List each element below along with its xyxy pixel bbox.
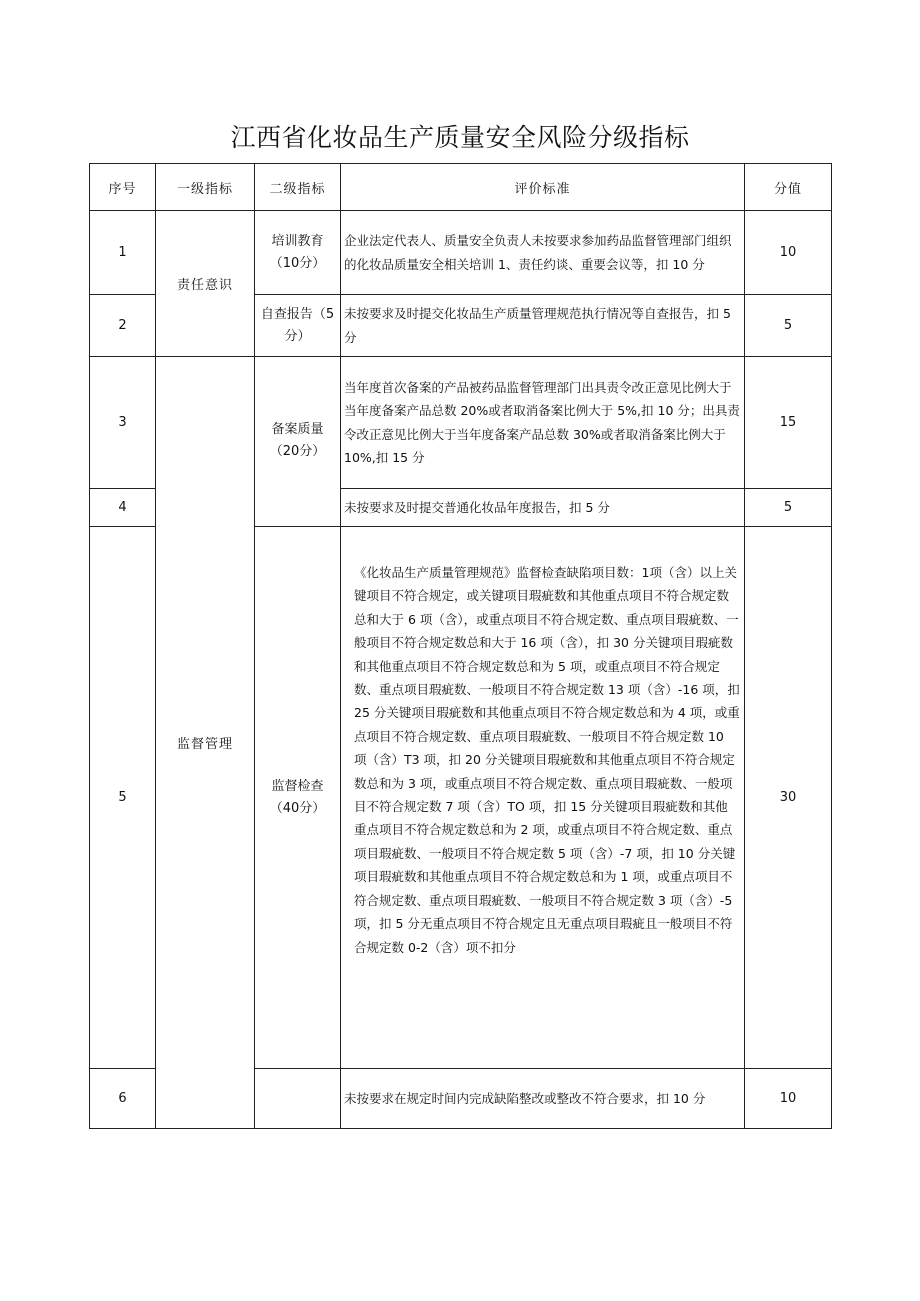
row-criteria: 未按要求及时提交普通化妆品年度报告，扣 5 分 — [341, 489, 745, 527]
row-criteria: 当年度首次备案的产品被药品监督管理部门出具责令改正意见比例大于当年度备案产品总数 20%或者取消备案比例大于 5%,扣 10 分；出具责令改正意见比例大于当年度备案产品总数 30%或者取消备案比例大于 10%,扣 15 分 — [341, 357, 745, 489]
row-level2 — [255, 211, 341, 295]
risk-index-table — [89, 163, 832, 1129]
level2-label: 培训教育（10分） — [269, 233, 326, 271]
page-title: 江西省化妆品生产质量安全风险分级指标 — [230, 123, 690, 152]
table-header-row — [90, 164, 832, 211]
row-level2 — [255, 357, 341, 527]
level2-label: 备案质量（20分） — [269, 422, 326, 459]
row-level2 — [255, 527, 341, 1069]
level2-label: 监督检查（40分） — [269, 778, 326, 816]
header-seq: 序号 — [90, 164, 156, 211]
row-score: 15 — [745, 357, 832, 489]
table-row — [90, 211, 832, 295]
row-seq: 3 — [90, 357, 156, 489]
header-level1: 一级指标 — [156, 164, 255, 211]
level1-supervision: 监督管理 — [156, 357, 255, 1129]
row-seq: 5 — [90, 527, 156, 1069]
row-criteria: 未按要求在规定时间内完成缺陷整改或整改不符合要求，扣 10 分 — [341, 1069, 745, 1129]
criteria-text: 《化妆品生产质量管理规范》监督检查缺陷项目数：1项（含）以上关键项目不符合规定，或关键项目瑕疵数和其他重点项目不符合规定数总和大于 6 项（含），或重点项目不符合规定数、重点项目瑕疵数、一般项目不符合规定数总和大于 16 项（含），扣 30 分关键项目瑕疵数和其他重点项目不符合规定数总和为 5 项，或重点项目不符合规定数、重点项目瑕疵数、一般项目不符合规定数 13 项（含）-16 项，扣 25 分关键项目瑕疵数和其他重点项目不符合规定数总和为 4 项，或重点项目不符合规定数、重点项目瑕疵数、一般项目不符合规定数 10 项（含）T3 项，扣 20 分关键项目瑕疵数和其他重点项目不符合规定数总和为 3 项，或重点项目不符合规定数、重点项目瑕疵数、一般项目不符合规定数 7 项（含）TO 项，扣 15 分关键项目瑕疵数和其他重点项目不符合规定数总和为 2 项，或重点项目不符合规定数、重点项目瑕疵数、一般项目不符合规定数 5 项（含）-7 项，扣 10 分关键项目瑕疵数和其他重点项目不符合规定数总和为 1 项，或重点项目不符合规定数、重点项目瑕疵数、一般项目不符合规定数 3 项（含）-5 项，扣 5 分无重点项目不符合规定且无重点项目瑕疵且一般项目不符合规定数 0-2（含）项不扣分 — [354, 565, 740, 955]
header-criteria: 评价标准 — [341, 164, 745, 211]
row-criteria — [341, 527, 745, 1069]
level1-responsibility: 责任意识 — [156, 211, 255, 357]
row-score: 30 — [745, 527, 832, 1069]
row-score: 10 — [745, 1069, 832, 1129]
row-score: 10 — [745, 211, 832, 295]
row-score: 5 — [745, 295, 832, 357]
row-seq: 6 — [90, 1069, 156, 1129]
header-level2: 二级指标 — [255, 164, 341, 211]
row-seq: 2 — [90, 295, 156, 357]
row-level2 — [255, 1069, 341, 1129]
table-row — [90, 357, 832, 489]
header-score: 分值 — [745, 164, 832, 211]
row-score: 5 — [745, 489, 832, 527]
level2-label: 自查报告（5分） — [260, 306, 335, 344]
row-seq: 4 — [90, 489, 156, 527]
row-criteria: 企业法定代表人、质量安全负责人未按要求参加药品监督管理部门组织的化妆品质量安全相关培训 1、责任约谈、重要会议等，扣 10 分 — [341, 211, 745, 295]
row-criteria: 未按要求及时提交化妆品生产质量管理规范执行情况等自查报告，扣 5 分 — [341, 295, 745, 357]
row-level2 — [255, 295, 341, 357]
row-seq: 1 — [90, 211, 156, 295]
